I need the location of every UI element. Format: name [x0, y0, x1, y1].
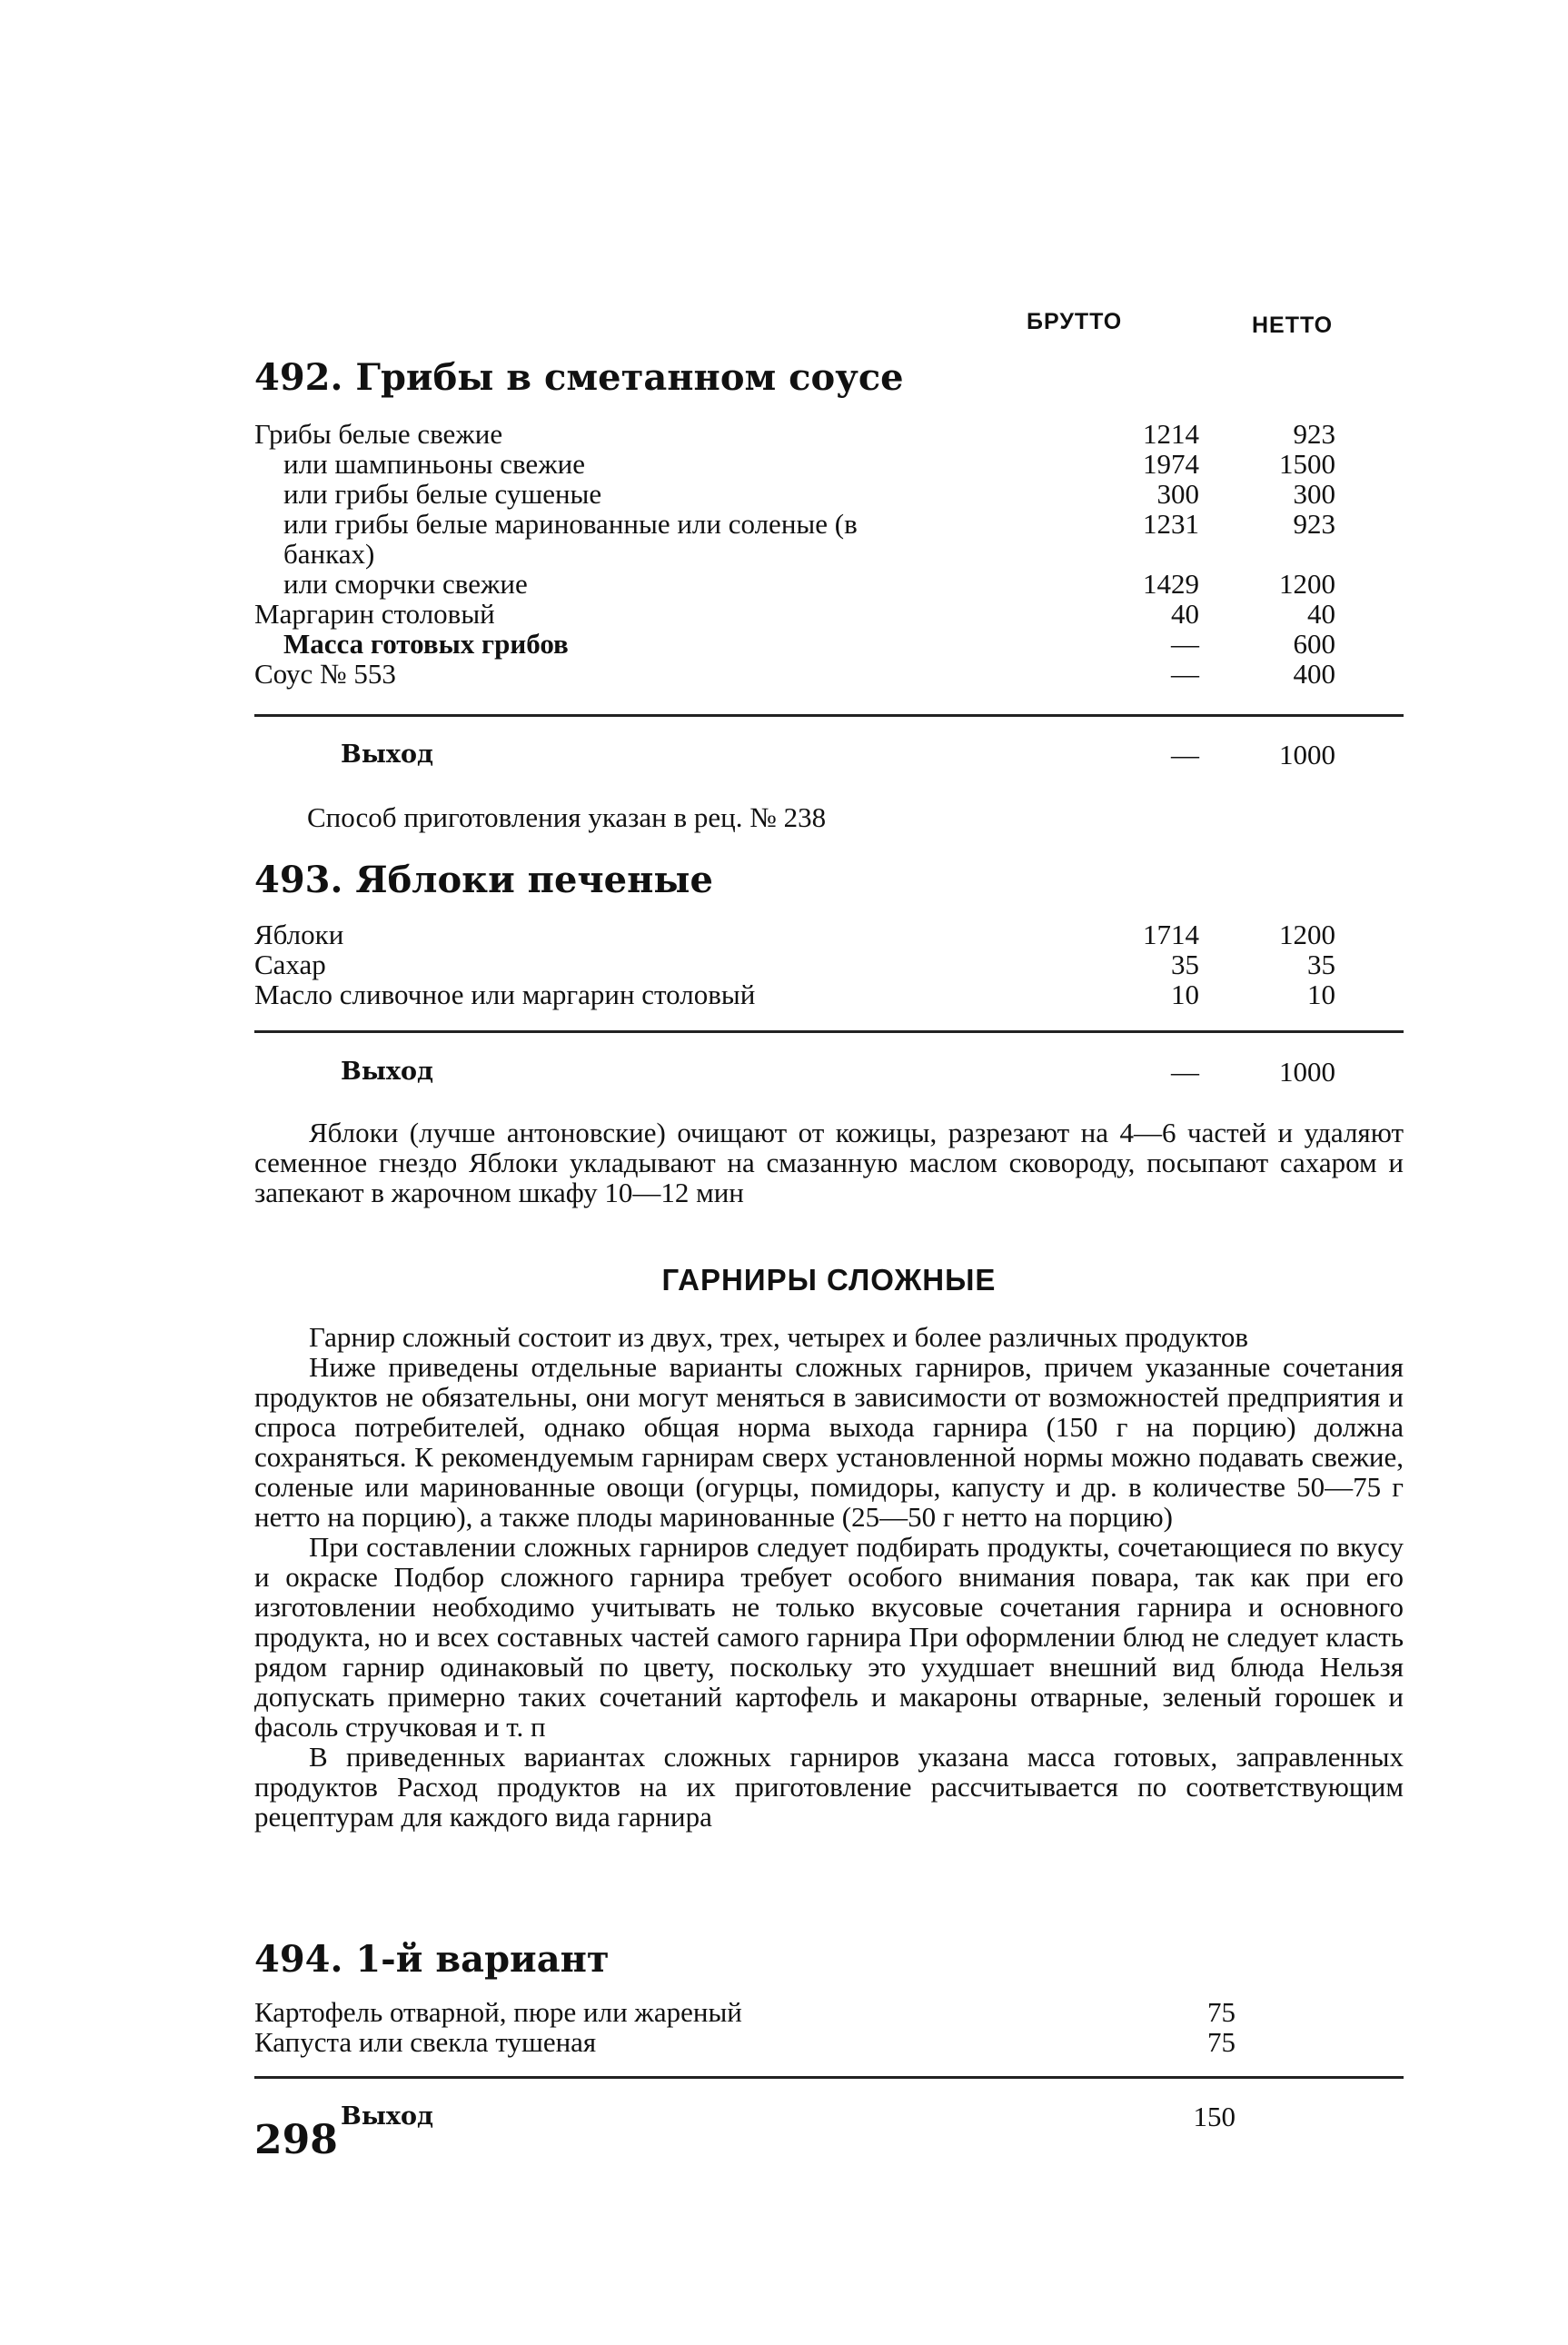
- ingredient-row: [254, 2027, 1345, 2057]
- paragraph: Ниже приведены отдельные варианты сложных гарниров, причем указанные сочетания продуктов не обязательны, они могут меняться в зависимости от возможностей предприятия и спроса потребителей, однако общая норма выхода гарнира (150 г на порцию) должна сохраняться. К рекомендуемым гарнирам сверх установленной нормы можно подавать свежие, соленые или маринованные овощи (огурцы, помидоры, капусту и др. в количестве 50—75 г нетто на порцию), а также плоды маринованные (25—50 г нетто на порцию): [254, 1351, 1404, 1533]
- ingredient-netto: 40: [1307, 598, 1335, 630]
- ingredient-netto: 1500: [1279, 448, 1335, 480]
- ingredient-row: [254, 1997, 1345, 2027]
- yield-label: Выход: [341, 740, 433, 769]
- ingredient-name: или шампиньоны свежие: [283, 448, 585, 480]
- ingredient-row: [254, 979, 1345, 1009]
- ingredient-brutto: 35: [1171, 949, 1199, 980]
- yield-label: Выход: [341, 1058, 433, 1086]
- ingredient-name: или грибы белые маринованные или соленые (в: [283, 508, 858, 540]
- page-number: 298: [254, 2117, 338, 2163]
- ingredient-netto: 923: [1293, 418, 1335, 450]
- ingredient-netto: 1200: [1279, 919, 1335, 950]
- table-rule: [254, 714, 1404, 717]
- ingredient-brutto: 1714: [1143, 919, 1199, 950]
- yield-row: [254, 1056, 1345, 1088]
- ingredient-netto: 923: [1293, 508, 1335, 540]
- ingredient-netto: 1200: [1279, 568, 1335, 600]
- paragraph: В приведенных вариантах сложных гарниров указана масса готовых, заправленных продуктов Расход продуктов на их приготовление рассчитывается по соответствующим рецептурам для каждого вида гарнира: [254, 1741, 1404, 1833]
- table-rule: [254, 1030, 1404, 1033]
- ingredient-name: Соус № 553: [254, 658, 396, 690]
- ingredient-brutto: 1231: [1143, 508, 1199, 540]
- ingredient-row: [254, 599, 1345, 629]
- ingredient-brutto: 1429: [1143, 568, 1199, 600]
- ingredient-row: [254, 659, 1345, 689]
- ingredient-name: банках): [283, 538, 375, 570]
- yield-label: Выход: [341, 2102, 433, 2131]
- ingredient-name: Грибы белые свежие: [254, 418, 503, 450]
- section-text: [254, 1322, 1404, 1832]
- paragraph: При составлении сложных гарниров следует подбирать продукты, сочетающиеся по вкусу и окраске Подбор сложного гарнира требует особого внимания повара, так как при его изготовлении необходимо учитывать не только вкусовые сочетания гарнира и основного продукта, но и всех составных частей самого гарнира При оформлении блюд не следует класть рядом гарнир одинаковый по цвету, поскольку это ухудшает внешний вид блюда Нельзя допускать примерно таких сочетаний картофель и макароны отварные, зеленый горошек и фасоль стручковая и т. п: [254, 1531, 1404, 1743]
- paragraph: Яблоки (лучше антоновские) очищают от кожицы, разрезают на 4—6 частей и удаляют семенное гнездо Яблоки укладывают на смазанную маслом сковороду, посыпают сахаром и запекают в жарочном шкафу 10—12 мин: [254, 1117, 1404, 1208]
- yield-row: [254, 2101, 1345, 2133]
- ingredient-brutto: —: [1171, 628, 1199, 660]
- recipe-493-title: 493. Яблоки печеные: [254, 859, 713, 901]
- column-header-netto: НЕТТО: [1252, 313, 1334, 338]
- ingredient-row: [254, 539, 1345, 569]
- ingredient-brutto: 1974: [1143, 448, 1199, 480]
- yield-value: 150: [1193, 2101, 1236, 2132]
- section-title: ГАРНИРЫ СЛОЖНЫЕ: [661, 1263, 997, 1297]
- yield-netto: 1000: [1279, 1056, 1335, 1088]
- yield-brutto: —: [1171, 1056, 1199, 1088]
- column-header-brutto: БРУТТО: [1027, 309, 1123, 334]
- ingredient-name: Картофель отварной, пюре или жареный: [254, 1996, 742, 2028]
- ingredient-row: [254, 919, 1345, 949]
- ingredient-name: Масса готовых грибов: [283, 628, 569, 660]
- yield-brutto: —: [1171, 739, 1199, 770]
- paragraph: Гарнир сложный состоит из двух, трех, четырех и более различных продуктов: [309, 1321, 1248, 1353]
- ingredient-value: 75: [1207, 1996, 1236, 2028]
- ingredient-brutto: 1214: [1143, 418, 1199, 450]
- ingredient-row: [254, 509, 1345, 539]
- ingredient-name: Капуста или свекла тушеная: [254, 2026, 597, 2058]
- ingredient-brutto: 40: [1171, 598, 1199, 630]
- ingredient-name: или сморчки свежие: [283, 568, 528, 600]
- ingredient-netto: 300: [1293, 478, 1335, 510]
- ingredient-netto: 600: [1293, 628, 1335, 660]
- ingredient-name: Сахар: [254, 949, 326, 980]
- ingredient-brutto: 300: [1156, 478, 1199, 510]
- ingredient-brutto: 10: [1171, 979, 1199, 1010]
- ingredient-netto: 10: [1307, 979, 1335, 1010]
- ingredient-name: Маргарин столовый: [254, 598, 495, 630]
- recipe-493-text: [254, 1118, 1404, 1207]
- ingredient-row: [254, 949, 1345, 979]
- yield-netto: 1000: [1279, 739, 1335, 770]
- ingredient-brutto: —: [1171, 658, 1199, 690]
- ingredient-name: Масло сливочное или маргарин столовый: [254, 979, 756, 1010]
- ingredient-netto: 400: [1293, 658, 1335, 690]
- ingredient-netto: 35: [1307, 949, 1335, 980]
- recipe-492-note: Способ приготовления указан в рец. № 238: [307, 801, 827, 833]
- ingredient-row: [254, 629, 1345, 659]
- ingredient-row: [254, 419, 1345, 449]
- ingredient-row: [254, 479, 1345, 509]
- recipe-494-title: 494. 1-й вариант: [254, 1938, 610, 1981]
- recipe-492-title: 492. Грибы в сметанном соусе: [254, 356, 904, 399]
- yield-row: [254, 739, 1345, 771]
- ingredient-row: [254, 449, 1345, 479]
- table-rule: [254, 2076, 1404, 2079]
- ingredient-value: 75: [1207, 2026, 1236, 2058]
- ingredient-row: [254, 569, 1345, 599]
- ingredient-name: Яблоки: [254, 919, 344, 950]
- ingredient-name: или грибы белые сушеные: [283, 478, 602, 510]
